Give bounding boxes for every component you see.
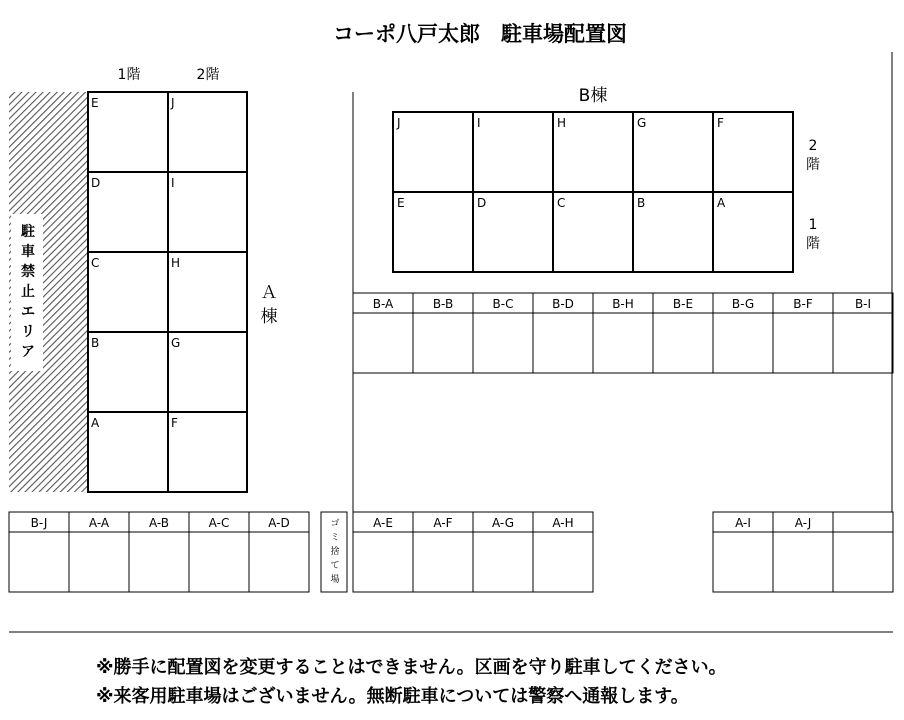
b-unit-2f-label: G [637, 116, 647, 130]
page-title: コーポ八戸太郎 駐車場配置図 [333, 22, 627, 46]
parking-b-space-label: B-H [612, 297, 634, 311]
b-floor1-label [806, 217, 820, 252]
a-unit-2f [168, 172, 247, 252]
garbage-area-label-char: ゴ [330, 519, 340, 529]
b-unit-2f [713, 112, 793, 192]
garbage-area-label-char: 捨 [330, 547, 340, 557]
no-parking-label-char: 止 [21, 284, 35, 300]
parking-bottom-middle-space-label: A-E [373, 516, 393, 530]
a-unit-1f-label: B [91, 336, 100, 350]
no-parking-label-char: エ [21, 304, 35, 320]
b-unit-1f-label: E [397, 196, 405, 210]
b-unit-2f [473, 112, 553, 192]
parking-bottom-middle-space-label: A-F [433, 516, 453, 530]
parking-b-space-label: B-C [492, 297, 514, 311]
notice-line-1: ※勝手に配置図を変更することはできません。区画を守り駐車してください。 [96, 657, 727, 678]
b-unit-1f-label: B [637, 196, 646, 210]
a-unit-1f [88, 332, 168, 412]
parking-row-bottom-left [9, 512, 309, 592]
parking-bottom-middle-space-label: A-H [552, 516, 574, 530]
a-unit-2f-label: G [171, 336, 181, 350]
a-unit-2f-label: H [171, 256, 181, 270]
parking-row-b [353, 293, 893, 373]
a-unit-1f-label: A [91, 416, 100, 430]
parking-bottom-middle-space-label: A-G [491, 516, 515, 530]
b-floor2-label [806, 138, 820, 173]
parking-bottom-left-space-label: A-D [268, 516, 290, 530]
b-building [393, 86, 820, 272]
b-unit-1f [393, 192, 473, 272]
a-unit-1f [88, 92, 168, 172]
garbage-area-label [330, 518, 339, 585]
notice-line-2: ※来客用駐車場はございません。無断駐車については警察へ通報します。 [96, 686, 689, 707]
b-unit-1f-label: D [477, 196, 487, 210]
b-floor2-label-char: 階 [806, 157, 820, 173]
b-floor1-label-char: 1 [808, 217, 818, 233]
a-unit-1f-label: D [91, 176, 101, 190]
a-unit-2f-label: F [171, 416, 178, 430]
parking-bottom-right-space [833, 512, 893, 592]
parking-bottom-right-space-label: A-I [735, 516, 751, 530]
parking-b-space-label: B-G [731, 297, 755, 311]
a-unit-1f [88, 252, 168, 332]
b-floor1-label-char: 階 [806, 236, 820, 252]
b-unit-1f-label: C [557, 196, 566, 210]
garbage-area-label-char: て [330, 561, 340, 571]
b-unit-2f-label: I [477, 116, 481, 130]
no-parking-label-char: 禁 [21, 264, 35, 280]
parking-b-space-label: B-F [793, 297, 813, 311]
a-unit-2f-label: J [171, 96, 175, 110]
a-unit-1f [88, 412, 168, 492]
parking-b-space-label: B-A [372, 297, 394, 311]
a-building-units [88, 92, 247, 492]
parking-bottom-left-space-label: A-B [148, 516, 170, 530]
parking-row-bottom-middle [353, 512, 593, 592]
a-building-label-part1: Ａ [260, 283, 278, 303]
parking-row-bottom-right [713, 512, 893, 592]
parking-bottom-left-space-label: B-J [30, 516, 48, 530]
parking-bottom-left-space-label: A-C [208, 516, 230, 530]
garbage-area-label-char: ミ [330, 533, 340, 543]
a-unit-2f [168, 412, 247, 492]
b-unit-1f-label: A [717, 196, 726, 210]
b-building-label: B棟 [578, 86, 608, 106]
b-floor2-label-char: 2 [808, 138, 818, 154]
a-unit-2f [168, 92, 247, 172]
no-parking-label-char: ア [21, 344, 35, 360]
parking-b-space-label: B-I [854, 297, 872, 311]
a-unit-2f-label: I [171, 176, 175, 190]
b-unit-2f-label: J [397, 116, 401, 130]
parking-b-space-label: B-B [432, 297, 454, 311]
a-unit-1f-label: C [91, 256, 100, 270]
a-floor1-header: 1階 [117, 67, 141, 83]
parking-bottom-right-space-label: A-J [794, 516, 812, 530]
a-floor2-header: 2階 [196, 67, 220, 83]
parking-b-space-label: B-D [552, 297, 574, 311]
no-parking-label-char: 駐 [21, 224, 35, 240]
a-unit-1f-label: E [91, 96, 99, 110]
no-parking-label-char: 車 [21, 244, 35, 260]
parking-bottom-left-space-label: A-A [88, 516, 110, 530]
parking-b-space-label: B-E [672, 297, 694, 311]
garbage-area-label-char: 場 [330, 575, 340, 585]
a-building-label-part2: 棟 [260, 307, 278, 327]
b-unit-2f-label: H [557, 116, 567, 130]
b-unit-2f [393, 112, 473, 192]
b-building-units [393, 112, 793, 272]
no-parking-label-char: リ [21, 324, 35, 340]
b-unit-2f-label: F [717, 116, 724, 130]
no-parking-label [20, 223, 35, 360]
a-building [88, 66, 278, 492]
